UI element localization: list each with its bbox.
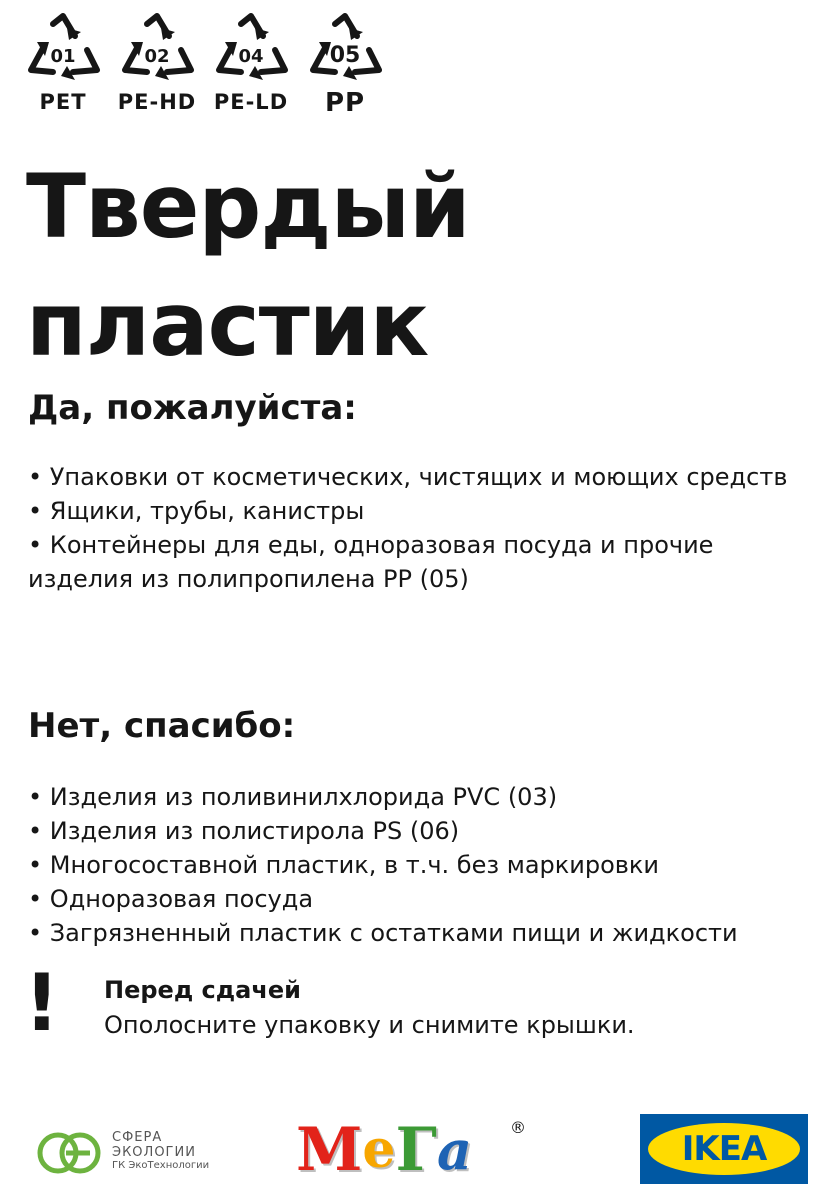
code-abbreviation: PET	[39, 90, 87, 114]
mega-letter-e: e	[362, 1119, 396, 1180]
list-item: • Изделия из полистирола PS (06)	[28, 814, 818, 848]
page-title	[26, 148, 470, 384]
code-number: 05	[329, 43, 361, 68]
list-item: • Изделия из поливинилхлорида PVC (03)	[28, 780, 818, 814]
list-item: • Одноразовая посуда	[28, 882, 818, 916]
recycling-code-pe-hd	[112, 10, 202, 120]
sfera-emblem-icon	[36, 1126, 106, 1180]
sfera-line-1: СФЕРА	[112, 1130, 163, 1145]
page-title-line-1: Твердый	[26, 155, 470, 258]
list-item: • Упаковки от косметических, чистящих и моющих средств	[28, 460, 818, 494]
ikea-wordmark: IKEA	[681, 1129, 767, 1169]
list-item: • Многосоставной пластик, в т.ч. без маркировки	[28, 848, 818, 882]
recycling-code-pet	[18, 10, 108, 120]
recycling-code-pe-ld	[206, 10, 296, 120]
list-item: • Контейнеры для еды, одноразовая посуда и прочие изделия из полипропилена PP (05)	[28, 528, 818, 596]
recycling-codes	[18, 10, 390, 120]
sfera-line-2: ЭКОЛОГИИ	[112, 1145, 196, 1160]
registered-mark: ®	[510, 1118, 526, 1137]
notice-heading: Перед сдачей	[104, 976, 301, 1004]
sfera-ekologii-logo	[36, 1126, 256, 1180]
exclamation-icon: !	[24, 959, 60, 1049]
list-item: • Ящики, трубы, канистры	[28, 494, 818, 528]
accepted-list	[28, 460, 818, 596]
rejected-list	[28, 780, 818, 950]
mega-letter-g: Г	[395, 1115, 437, 1185]
ikea-logo	[640, 1114, 808, 1184]
code-number: 01	[50, 46, 76, 67]
sfera-line-3: ГК ЭкоТехнологии	[112, 1160, 210, 1171]
notice-text: Ополосните упаковку и снимите крышки.	[104, 1011, 635, 1039]
list-item: • Загрязненный пластик с остатками пищи и жидкости	[28, 916, 818, 950]
code-abbreviation: PE-LD	[213, 90, 289, 114]
rejected-heading: Нет, спасибо:	[28, 706, 296, 746]
code-number: 02	[144, 46, 170, 67]
mega-logo	[296, 1115, 532, 1185]
mega-letter-a: a	[436, 1118, 472, 1182]
code-number: 04	[238, 46, 264, 67]
page-title-line-2: пластик	[26, 273, 429, 376]
accepted-heading: Да, пожалуйста:	[28, 388, 357, 428]
code-abbreviation: PE-HD	[117, 90, 197, 114]
mega-letter-m: M	[296, 1115, 363, 1185]
recycling-code-pp	[300, 10, 390, 120]
code-abbreviation: PP	[324, 88, 366, 118]
